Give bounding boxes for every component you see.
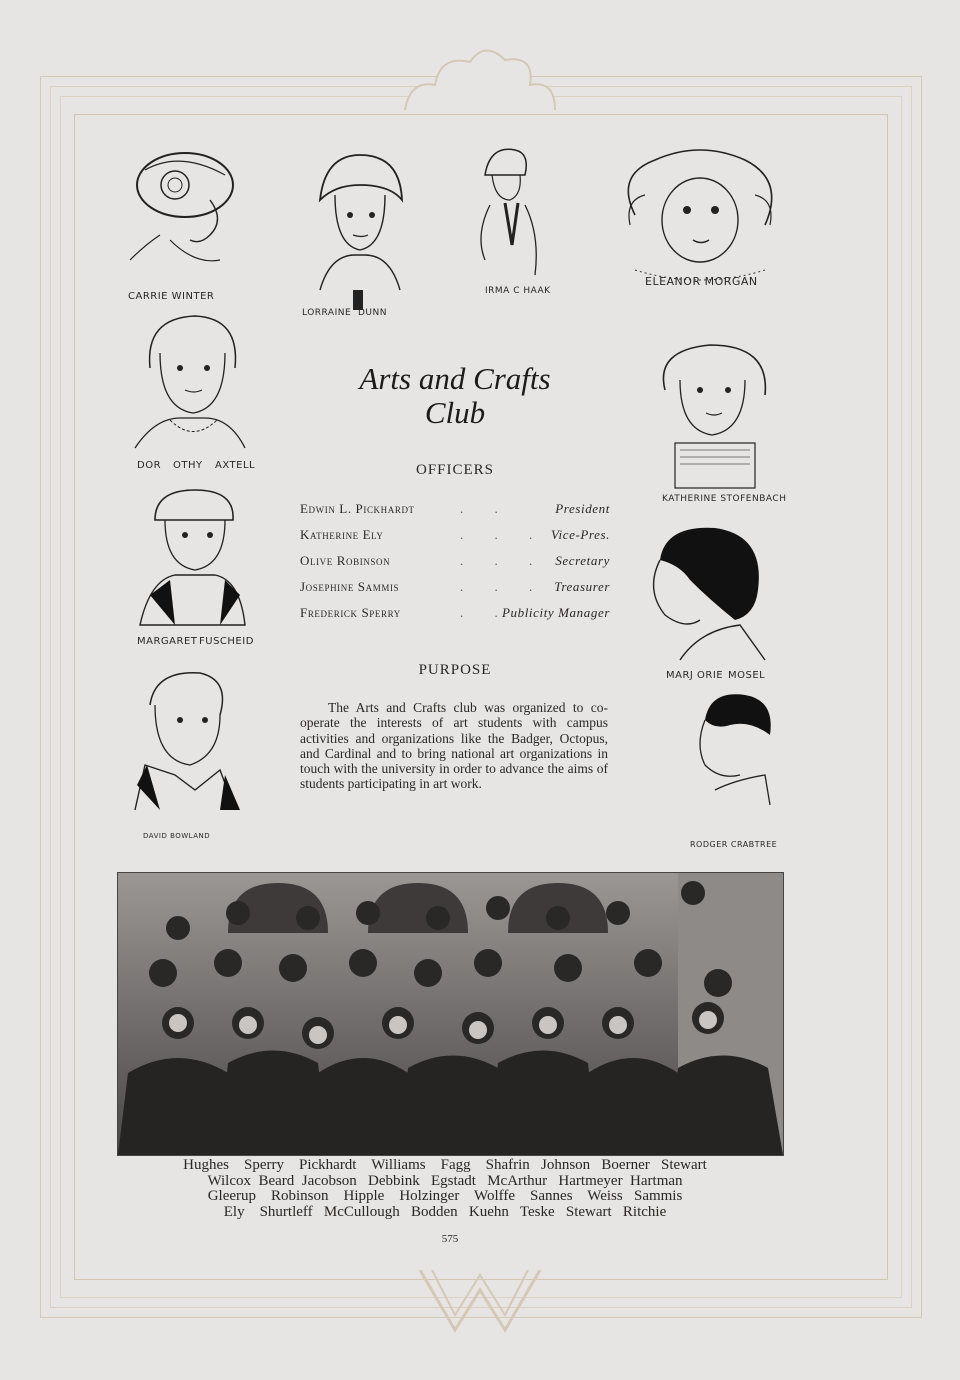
officer-row [300, 497, 610, 523]
officer-role: Secretary [555, 553, 610, 568]
caption-lorraine-1: LORRAINE [302, 308, 352, 318]
caption-marjorie-3: MOSEL [728, 670, 766, 681]
names-row: Ely Shurtleff McCullough Bodden Kuehn Teske Stewart Ritchie [223, 1203, 667, 1220]
leader-dots: . . [460, 605, 512, 620]
officer-name: Edwin L. Pickhardt [300, 501, 415, 516]
cloud-ornament-top [400, 40, 560, 110]
caption-marjorie-2: ORIE [697, 670, 724, 681]
purpose-paragraph: The Arts and Crafts club was organized to co-operate the interests of art students with campus activities and organizations like the Badger, Octopus, and Cardinal and to bring national art organizations in touch with the university in order to advance the aims of students participating in art work. [300, 700, 608, 792]
officer-role: Publicity Manager [501, 605, 610, 620]
caption-david: DAVID BOWLAND [143, 832, 211, 840]
sketch-margaret-fuscheid [125, 485, 255, 635]
page-number: 575 [441, 1233, 459, 1245]
caption-lorraine-2: DUNN [358, 308, 387, 318]
officer-row [300, 601, 610, 627]
names-row: Hughes Sperry Pickhardt Williams Fagg Shafrin Johnson Boerner Stewart [183, 1157, 707, 1173]
sketch-marjorie-mosel [640, 520, 770, 680]
caption-carrie: CARRIE WINTER [128, 291, 215, 302]
sketch-rodger-crabtree [690, 690, 780, 820]
names-row: Gleerup Robinson Hipple Holzinger Wolffe Sannes Weiss Sammis [207, 1188, 683, 1204]
group-photograph [117, 872, 784, 1156]
officer-role: President [555, 501, 610, 516]
caption-eleanor: ELEANOR MORGAN [645, 275, 758, 288]
purpose-heading: PURPOSE [418, 662, 492, 678]
caption-dorothy-2: OTHY [173, 460, 203, 471]
caption-katherine: KATHERINE STOFENBACH [662, 494, 787, 504]
officer-role: Vice-Pres. [550, 527, 610, 542]
names-row: Wilcox Beard Jacobson Debbink Egstadt McArthur Hartmeyer Hartman [207, 1172, 683, 1189]
sketch-dorothy-axtell [125, 308, 255, 458]
caption-marjorie-1: MARJ [666, 670, 694, 681]
group-photo-caption [140, 1158, 750, 1220]
leader-dots: . . . [460, 553, 547, 568]
sketch-katherine-stofenbach [650, 335, 780, 495]
sketch-irma-haak [470, 145, 550, 285]
sketch-eleanor-morgan [615, 145, 785, 295]
caption-dorothy-3: AXTELL [215, 460, 256, 471]
caption-irma: IRMA C HAAK [485, 286, 551, 296]
w-ornament-bottom [400, 1270, 560, 1340]
officer-role: Treasurer [554, 579, 610, 594]
officer-name: Josephine Sammis [300, 579, 400, 594]
officers-heading: OFFICERS [415, 462, 495, 478]
caption-margaret-1: MARGARET [137, 636, 198, 647]
officer-name: Olive Robinson [300, 553, 391, 568]
page-title [300, 362, 610, 430]
officers-list [300, 497, 610, 627]
officer-row [300, 523, 610, 549]
title-line-1: Arts and Crafts [359, 361, 551, 396]
caption-margaret-2: FUSCHEID [199, 636, 254, 647]
officer-row [300, 549, 610, 575]
caption-rodger: RODGER CRABTREE [690, 840, 778, 849]
officer-name: Katherine Ely [300, 527, 384, 542]
sketch-lorraine-dunn [310, 150, 410, 310]
leader-dots: . . . [460, 579, 547, 594]
leader-dots: . . [460, 501, 512, 516]
sketch-david-bowland [125, 665, 245, 825]
officer-name: Frederick Sperry [300, 605, 401, 620]
leader-dots: . . . [460, 527, 547, 542]
officer-row [300, 575, 610, 601]
title-line-2: Club [424, 395, 486, 430]
caption-dorothy-1: DOR [137, 460, 162, 471]
sketch-carrie-winter [120, 145, 240, 285]
